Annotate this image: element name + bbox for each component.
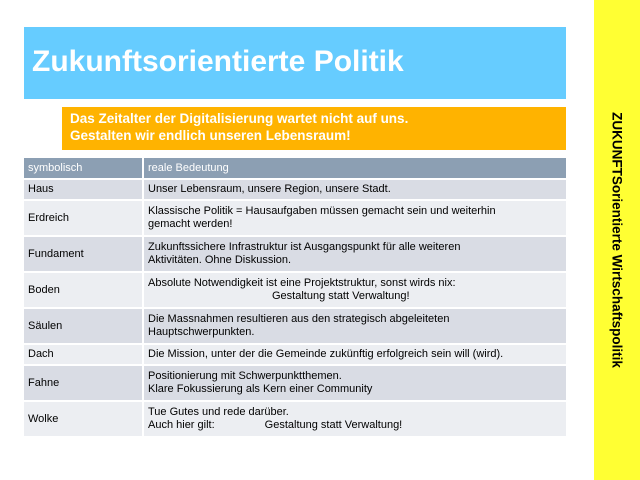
meaning-prefix: Auch hier gilt: [148,419,215,431]
meaning-line: Klare Fokussierung als Kern einer Community [148,383,373,395]
meaning-line: Positionierung mit Schwerpunktthemen. [148,370,342,382]
row-meaning [143,179,566,200]
meaning-line: Gestaltung statt Verwaltung! [272,290,410,302]
row-symbol: Fahne [24,365,143,401]
row-meaning [143,236,566,272]
table-row [24,344,566,365]
meaning-line: Hauptschwerpunkten. [148,326,255,338]
meaning-line: Tue Gutes und rede darüber. [148,406,289,418]
table-row [24,401,566,437]
meaning-line [148,419,562,432]
row-symbol: Säulen [24,308,143,344]
side-panel-label: ZUKUNFTSorientierte Wirtschaftspolitik [609,112,625,368]
table-row [24,308,566,344]
row-meaning [143,200,566,236]
slide-title: Zukunftsorientierte Politik [32,45,404,78]
meaning-line: Aktivitäten. Ohne Diskussion. [148,254,292,266]
table-row [24,179,566,200]
meaning-line: Absolute Notwendigkeit ist eine Projektstruktur, sonst wirds nix: [148,277,456,289]
header-reale-bedeutung: reale Bedeutung [143,158,566,179]
row-symbol: Fundament [24,236,143,272]
meaning-line: Klassische Politik = Hausaufgaben müssen gemacht sein und weiterhin [148,205,496,217]
meaning-table [24,158,566,438]
title-banner [24,27,566,99]
meaning-line: Die Massnahmen resultieren aus den strategisch abgeleiteten [148,313,450,325]
subtitle-banner [62,107,566,150]
row-meaning [143,272,566,308]
table-row [24,200,566,236]
table-row [24,272,566,308]
table-row [24,236,566,272]
row-symbol: Dach [24,344,143,365]
row-symbol: Erdreich [24,200,143,236]
subtitle-line-1: Das Zeitalter der Digitalisierung wartet nicht auf uns. [70,111,409,126]
row-symbol: Wolke [24,401,143,437]
table-row [24,365,566,401]
table-header-row [24,158,566,179]
row-symbol: Boden [24,272,143,308]
meaning-line: Zukunftssichere Infrastruktur ist Ausgangspunkt für alle weiteren [148,241,461,253]
meaning-line: gemacht werden! [148,218,233,230]
row-symbol: Haus [24,179,143,200]
meaning-line: Die Mission, unter der die Gemeinde zukünftig erfolgreich sein will (wird). [148,348,504,360]
row-meaning [143,401,566,437]
meaning-line: Unser Lebensraum, unsere Region, unsere Stadt. [148,183,391,195]
header-symbolisch: symbolisch [24,158,143,179]
row-meaning [143,308,566,344]
row-meaning [143,365,566,401]
subtitle-line-2: Gestalten wir endlich unseren Lebensraum! [70,128,351,143]
row-meaning [143,344,566,365]
meaning-highlight: Gestaltung statt Verwaltung! [264,419,403,431]
